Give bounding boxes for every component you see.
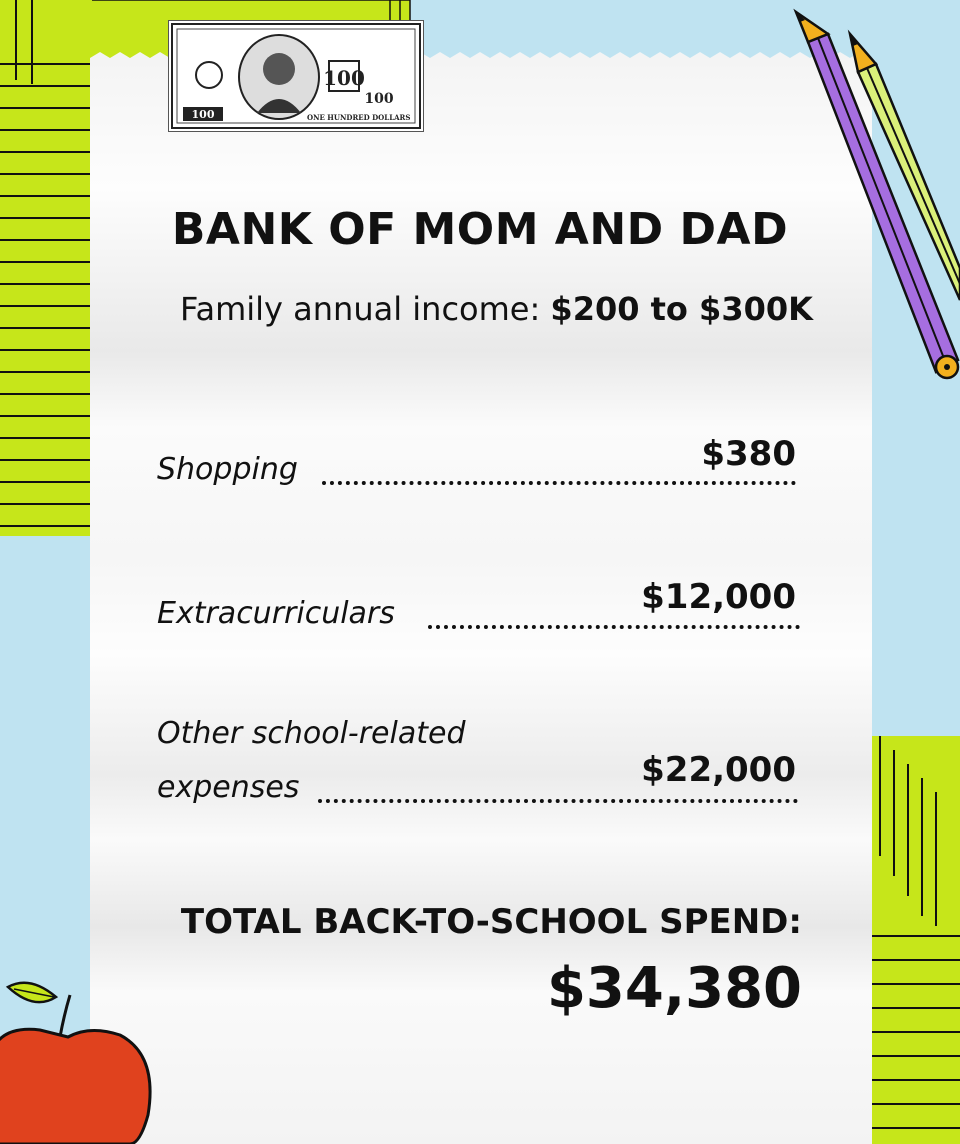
line-item-amount-other: $22,000: [641, 750, 796, 790]
page-title: BANK OF MOM AND DAD: [171, 204, 789, 255]
green-paper-stack-left: [0, 0, 92, 536]
pencils-illustration: [780, 0, 960, 390]
line-item-amount-extracurriculars: $12,000: [641, 577, 796, 617]
income-subtitle: [180, 290, 813, 328]
total-label: TOTAL BACK-TO-SCHOOL SPEND:: [180, 902, 802, 942]
line-item-amount-shopping: $380: [701, 434, 796, 474]
line-item-label-other-line1: Other school-related: [157, 716, 466, 751]
line-item-label-extracurriculars: Extracurriculars: [157, 596, 395, 631]
svg-text:100: 100: [323, 66, 365, 90]
total-value: $34,380: [546, 956, 802, 1021]
svg-text:100: 100: [191, 108, 215, 121]
apple-icon: [0, 975, 160, 1144]
dotted-leader: [318, 799, 798, 803]
line-item-label-shopping: Shopping: [157, 452, 298, 487]
line-item-label-other-line2: expenses: [157, 770, 300, 805]
dotted-leader: [428, 625, 800, 629]
svg-text:100: 100: [364, 91, 394, 107]
hundred-dollar-bill: [168, 20, 424, 132]
dotted-leader: [322, 481, 796, 485]
income-value: $200 to $300K: [550, 290, 813, 328]
green-paper-stack-right: [868, 736, 960, 1144]
bill-text: ONE HUNDRED DOLLARS: [307, 113, 411, 122]
income-label: Family annual income:: [180, 290, 541, 328]
